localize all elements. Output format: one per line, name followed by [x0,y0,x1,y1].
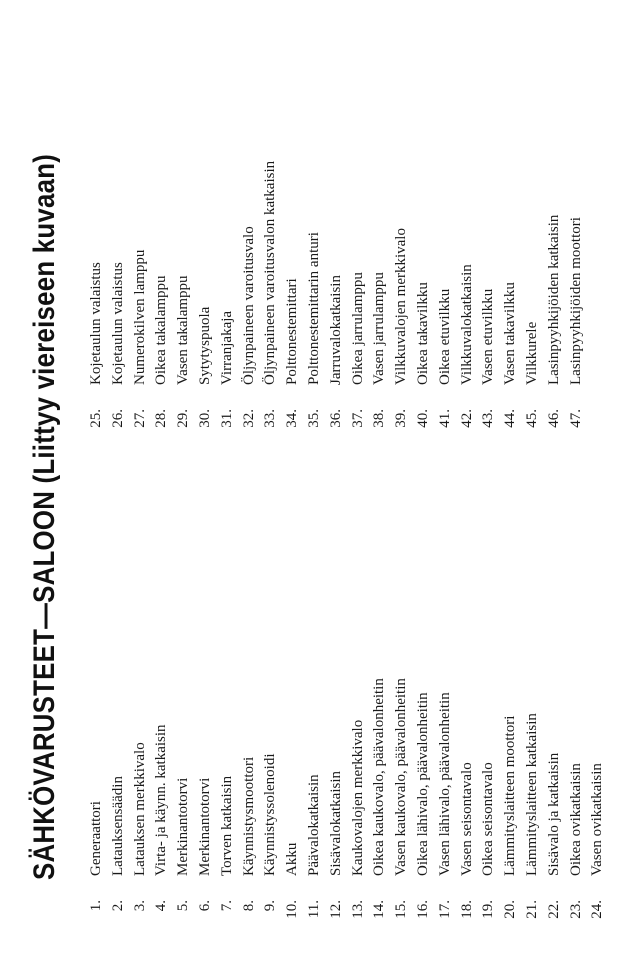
item-label: Kaukovalojen merkkivalo [349,719,366,876]
item-label: Virta- ja käynn. katkaisin [153,724,170,876]
item-label: Käynnistyssolenoidi [262,753,279,876]
item-label: Vasen jarrulamppu [371,272,388,385]
list-item [413,161,435,433]
item-label: Vasen etuvilkku [480,288,497,385]
item-number: 42. [458,409,475,428]
item-number: 31. [218,409,235,428]
list-item [304,161,326,433]
item-number: 41. [436,409,453,428]
list-item [173,678,195,924]
item-label: Numerokilven lamppu [131,249,148,385]
item-label: Käynnistysmoottori [240,756,257,876]
item-label: Oikea lähivalo, päävalonheitin [414,692,431,876]
legend-list-right [86,161,587,433]
item-label: Lasinpyyhkijöiden katkaisin [545,214,562,385]
item-label: Polttonestemittarin anturi [305,232,322,385]
item-label: Oikea kaukovalo, päävalonheitin [371,678,388,876]
item-label: Vilkkuvalojen merkkivalo [393,228,410,385]
list-item [173,161,195,433]
item-number: 3. [131,900,148,912]
item-label: Oikea takalamppu [153,275,170,385]
item-number: 15. [393,900,410,919]
item-number: 29. [175,409,192,428]
item-number: 37. [349,409,366,428]
item-label: Akku [284,842,301,876]
item-label: Vasen lähivalo, päävalonheitin [436,692,453,876]
item-label: Latauksen merkkivalo [131,742,148,876]
item-number: 21. [523,900,540,919]
item-number: 35. [305,409,322,428]
page-title: SÄHKÖVARUSTEET—SALOON (Liittyy viereiseen kuvaan) [28,153,61,880]
item-label: Sytytyspuola [196,306,213,385]
item-label: Oikea etuvilkku [436,288,453,385]
item-number: 44. [502,409,519,428]
list-item [369,161,391,433]
list-item [500,161,522,433]
list-item [260,161,282,433]
item-label: Merkinantotorvi [196,777,213,876]
item-label: Oikea ovikatkaisin [567,763,584,876]
item-label: Vasen seisontavalo [458,762,475,876]
item-label: Sisävalokatkaisin [327,771,344,876]
item-label: Polttonestemittari [284,278,301,385]
item-label: Vilkkuvalokatkaisin [458,264,475,385]
list-item [326,678,348,924]
item-label: Öljynpaineen varoitusvalo [240,226,257,385]
item-label: Lämmityslaitteen moottori [502,715,519,876]
item-label: Päävalokatkaisin [305,774,322,876]
list-item [457,161,479,433]
item-label: Oikea takavilkku [414,282,431,385]
list-item [304,678,326,924]
list-item [391,161,413,433]
item-label: Sisävalo ja katkaisin [545,752,562,876]
item-number: 18. [458,900,475,919]
list-item [239,161,261,433]
item-label: Merkinantotorvi [175,777,192,876]
item-number: 47. [567,409,584,428]
item-number: 36. [327,409,344,428]
list-item [457,678,479,924]
item-number: 16. [414,900,431,919]
item-number: 7. [218,900,235,912]
list-item [369,678,391,924]
list-item [86,678,108,924]
item-number: 34. [284,409,301,428]
list-item [522,678,544,924]
item-label: Vilkkurele [523,321,540,385]
list-item [260,678,282,924]
list-item [217,678,239,924]
item-number: 39. [393,409,410,428]
list-item [413,678,435,924]
item-number: 8. [240,900,257,912]
item-label: Latauksensäädin [109,776,126,876]
list-item [239,678,261,924]
item-number: 4. [153,900,170,912]
list-item [217,161,239,433]
list-item [348,161,370,433]
item-label: Torven katkaisin [218,775,235,876]
item-number: 46. [545,409,562,428]
item-number: 20. [502,900,519,919]
list-item [130,678,152,924]
item-label: Kojetaulun valaistus [109,262,126,385]
list-item [500,678,522,924]
item-number: 27. [131,409,148,428]
list-item [544,678,566,924]
list-item [566,678,588,924]
list-item [435,161,457,433]
item-label: Vasen takalamppu [175,275,192,385]
list-item [151,678,173,924]
item-label: Vasen kaukovalo, päävalonheitin [393,678,410,876]
item-number: 33. [262,409,279,428]
item-number: 5. [175,900,192,912]
item-number: 24. [589,900,606,919]
list-item [566,161,588,433]
item-number: 22. [545,900,562,919]
item-number: 12. [327,900,344,919]
list-item [108,161,130,433]
item-number: 9. [262,900,279,912]
list-item [151,161,173,433]
item-label: Vasen takavilkku [502,282,519,385]
list-item [391,678,413,924]
item-number: 11. [305,900,322,919]
list-item [195,161,217,433]
item-label: Oikea seisontavalo [480,762,497,876]
item-number: 40. [414,409,431,428]
item-number: 45. [523,409,540,428]
list-item [435,678,457,924]
item-number: 14. [371,900,388,919]
list-item [478,678,500,924]
item-label: Lasinpyyhkijöiden moottori [567,217,584,385]
list-item [195,678,217,924]
item-number: 17. [436,900,453,919]
list-item [348,678,370,924]
item-number: 25. [88,409,104,428]
item-number: 23. [567,900,584,919]
list-item [282,161,304,433]
item-number: 2. [109,900,126,912]
list-item [86,161,108,433]
item-number: 13. [349,900,366,919]
item-number: 10. [284,900,301,919]
item-number: 38. [371,409,388,428]
item-number: 1. [88,900,104,912]
list-item [544,161,566,433]
item-label: Oikea jarrulamppu [349,272,366,385]
item-label: Lämmityslaitteen katkaisin [523,713,540,876]
item-label: Vasen ovikatkaisin [589,763,606,876]
item-number: 43. [480,409,497,428]
item-label: Öljynpaineen varoitusvalon katkaisin [262,160,279,385]
item-number: 19. [480,900,497,919]
list-item [282,678,304,924]
item-label: Kojetaulun valaistus [88,262,104,385]
item-label: Virranjakaja [218,310,235,385]
item-label: Jarruvalokatkaisin [327,275,344,385]
list-item [130,161,152,433]
list-item [522,161,544,433]
item-number: 30. [196,409,213,428]
item-number: 28. [153,409,170,428]
item-number: 32. [240,409,257,428]
list-item [108,678,130,924]
item-number: 6. [196,900,213,912]
item-label: Generaattori [88,801,104,876]
list-item [587,678,609,924]
list-item [326,161,348,433]
list-item [478,161,500,433]
item-number: 26. [109,409,126,428]
legend-list-left [86,678,609,924]
